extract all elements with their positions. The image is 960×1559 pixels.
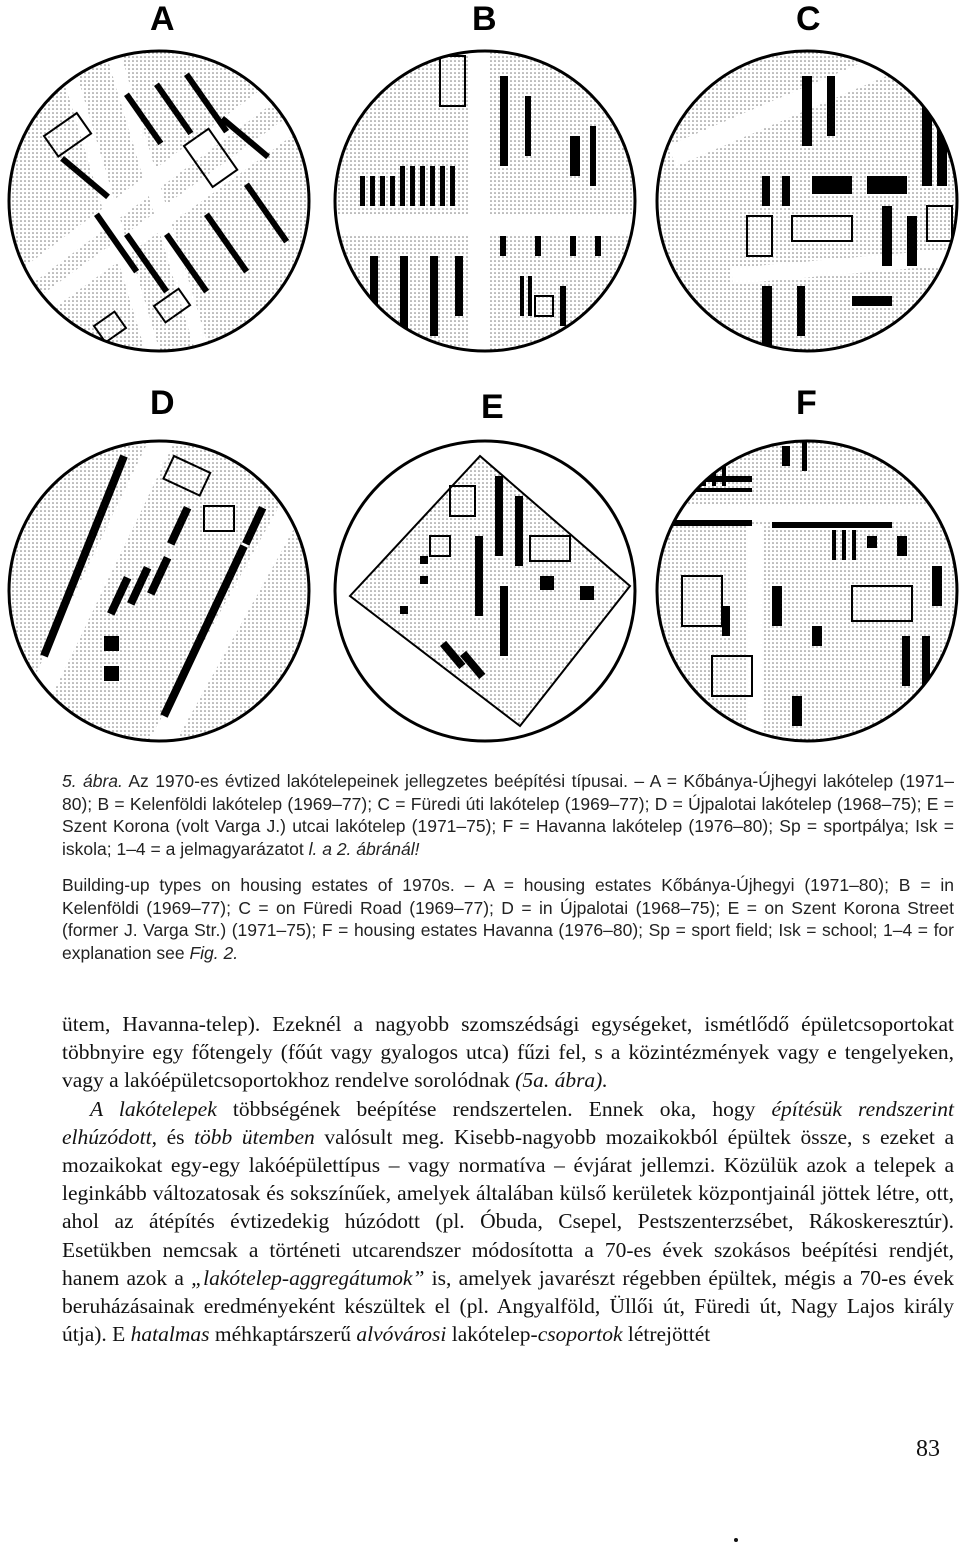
panel-label-d: D (150, 384, 175, 422)
map-panel-d (4, 426, 314, 756)
map-panel-a (4, 36, 314, 366)
panel-label-b: B (472, 0, 497, 38)
text-run: létrejöttét (622, 1322, 711, 1347)
caption-hungarian-reference: l. a 2. ábránál! (308, 838, 420, 859)
text-run: többségének beépítése rendszertelen. Ennek oka, hogy (216, 1096, 772, 1121)
text-run: lakótelep- (446, 1322, 538, 1347)
figure-reference: (5a. ábra). (515, 1068, 608, 1093)
panel-label-c: C (796, 0, 821, 38)
text-run: és (156, 1124, 195, 1149)
body-paragraph-1-text: ütem, Havanna-telep). Ezeknél a nagyobb szomszédsági egységeket, ismétlődő épületcsoportokat többnyire egy főtengely (főút vagy gyalogos utca) fűzi fel, s a közintézmények vagy e tengelyeken, vagy a lakóépületcsoportokhoz rendelve sorolódnak (62, 1012, 954, 1093)
map-panel-c (652, 36, 960, 366)
body-text (62, 1010, 954, 1348)
caption-english (62, 874, 954, 964)
body-paragraph-2 (62, 1095, 954, 1349)
caption-hungarian (62, 770, 954, 860)
panel-label-f: F (796, 384, 817, 422)
emphasis: „lakótelep-aggregátumok” (191, 1265, 425, 1290)
emphasis: A lakótelepek (90, 1096, 217, 1121)
page-number: 83 (916, 1436, 940, 1462)
panel-label-e: E (481, 388, 504, 426)
emphasis: több ütemben (194, 1124, 315, 1149)
map-panel-e (330, 426, 640, 756)
caption-hungarian-text: Az 1970-es évtized lakótelepeinek jellegzetes beépítési típusai. – A = Kőbánya-Újhegyi lakótelep (1971–80); B = Kelenföldi lakótelep (1969–77); C = Füredi úti lakótelep (1969–77); D = Újpalotai lakótelep (1968–75); E = Szent Korona (volt Varga J.) utcai lakótelep (1971–75); F = Havanna lakótelep (1976–80); Sp = sportpálya; Isk = iskola; 1–4 = a jelmagyarázatot (62, 771, 954, 859)
text-run: valósult meg. Kisebb-nagyobb mozaikokból épültek össze, s ezeket a mozaikokat egy-egy lakóépülettípus – vagy normatíva – évjárat jellemzi. Közülük azok a telepek a leginkább változatosak és sokszínűek, amelyek általában külső kerületek központjainál jöttek létre, ott, ahol az átépítés évtizedekig húzódott (pl. Óbuda, Csepel, Pestszenterzsébet, Rákoskeresztúr). Esetükben nemcsak a történeti utcarendszer módosította a 70-es évek szokásos beépítési rendjét, hanem azok a (62, 1124, 954, 1290)
caption-english-text: Building-up types on housing estates of 1970s. – A = housing estates Kőbánya-Újhegyi (1971–80); B = in Kelenföldi (1969–77); C = on Füredi Road (1969–77); D = in Újpalotai (1968–75); E = on Szent Korona Street (former J. Varga Str.) (1971–75); F = housing estates Havanna (1976–80); Sp = sport field; Isk = school; 1–4 = for explanation see (62, 875, 954, 963)
emphasis: építésük rendszerint elhúzódott, (62, 1096, 954, 1149)
print-speck (734, 1538, 738, 1542)
text-run: méhkaptárszerű (209, 1322, 357, 1347)
figure-caption (62, 770, 954, 964)
caption-english-reference: Fig. 2. (189, 942, 239, 963)
caption-figure-label: 5. ábra. (62, 771, 123, 791)
map-panel-f (652, 426, 960, 756)
emphasis: alvóvárosi (356, 1322, 447, 1347)
text-run: is, amelyek javarészt régebben épültek, mégis a 70-es évek beruházásainak eredményeként készültek el (pl. Angyalföld, Üllői út, Füredi út, Nagy Lajos király útja). E (62, 1265, 955, 1347)
emphasis: csoportok (537, 1322, 623, 1347)
map-panel-b (330, 36, 640, 366)
body-paragraph-1 (62, 1010, 954, 1095)
panel-label-a: A (150, 0, 175, 38)
emphasis: hatalmas (130, 1322, 210, 1347)
